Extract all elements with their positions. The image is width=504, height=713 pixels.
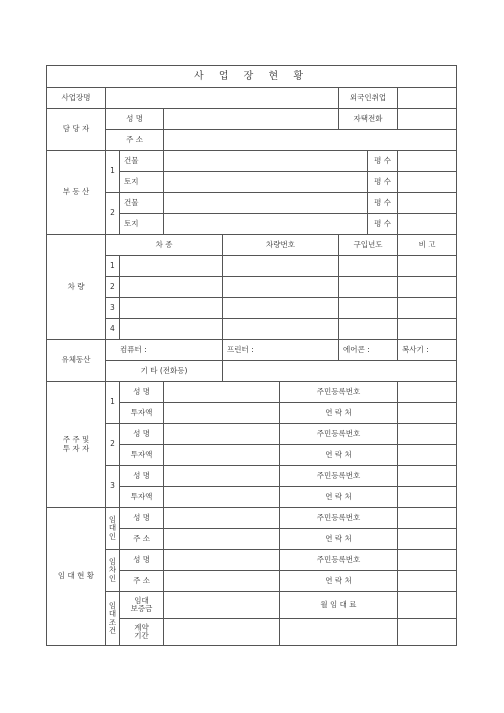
lessor-name-field[interactable]	[164, 508, 280, 529]
computer-field[interactable]: 컴퓨터 :	[106, 340, 223, 361]
pyeong-field[interactable]	[398, 193, 457, 214]
building-label: 건물	[120, 193, 164, 214]
form-title: 사 업 장 현 황	[47, 66, 457, 88]
lessee-address-field[interactable]	[164, 571, 280, 592]
vehicle-plate-field[interactable]	[223, 277, 339, 298]
vehicle-note-field[interactable]	[398, 277, 457, 298]
deposit-field[interactable]	[164, 592, 280, 619]
contract-period-field[interactable]	[164, 619, 280, 646]
lessee-address-label: 주 소	[120, 571, 164, 592]
movables-label: 유체동산	[47, 340, 106, 382]
shareholder-name-field[interactable]	[164, 466, 280, 487]
shareholder-no: 3	[106, 466, 120, 508]
lessee-contact-label: 연 락 처	[280, 571, 398, 592]
manager-address-field[interactable]	[164, 130, 457, 151]
foreign-employment-label: 외국인취업	[339, 88, 398, 109]
contact-label: 연 락 처	[280, 445, 398, 466]
shareholder-name-label: 성 명	[120, 382, 164, 403]
contract-period-extra-field[interactable]	[280, 619, 398, 646]
vehicle-note-field[interactable]	[398, 298, 457, 319]
lessee-name-field[interactable]	[164, 550, 280, 571]
pyeong-label: 평 수	[368, 193, 398, 214]
lessee-label: 임차인	[106, 550, 120, 592]
lessor-address-label: 주 소	[120, 529, 164, 550]
contact-label: 연 락 처	[280, 403, 398, 424]
investment-label: 투자액	[120, 403, 164, 424]
vehicle-year-header: 구입년도	[339, 235, 398, 256]
lessor-contact-field[interactable]	[398, 529, 457, 550]
lessor-label: 임대인	[106, 508, 120, 550]
vehicle-plate-field[interactable]	[223, 256, 339, 277]
resident-number-label: 주민등록번호	[280, 382, 398, 403]
lease-label: 임 대 현 황	[47, 508, 106, 646]
deposit-label-line1: 임대	[134, 595, 149, 605]
vehicle-plate-header: 차량번호	[223, 235, 339, 256]
shareholders-label	[47, 382, 106, 508]
vehicle-type-header: 차 종	[106, 235, 223, 256]
building-field[interactable]	[164, 193, 368, 214]
vehicle-row-no: 3	[106, 298, 120, 319]
vehicle-plate-field[interactable]	[223, 319, 339, 340]
shareholder-name-field[interactable]	[164, 382, 280, 403]
resident-number-label: 주민등록번호	[280, 466, 398, 487]
lessee-name-label: 성 명	[120, 550, 164, 571]
other-label: 기 타 (전화등)	[106, 361, 223, 382]
vehicle-row-no: 1	[106, 256, 120, 277]
investment-field[interactable]	[164, 403, 280, 424]
pyeong-field[interactable]	[398, 172, 457, 193]
deposit-label	[120, 592, 164, 619]
pyeong-label: 평 수	[368, 214, 398, 235]
business-status-form	[46, 65, 457, 646]
resident-number-label: 주민등록번호	[280, 424, 398, 445]
vehicle-row-no: 2	[106, 277, 120, 298]
investment-label: 투자액	[120, 487, 164, 508]
home-phone-label: 자택전화	[339, 109, 398, 130]
land-label: 토지	[120, 172, 164, 193]
monthly-rent-label: 월 임 대 료	[280, 592, 398, 619]
vehicle-type-field[interactable]	[120, 256, 223, 277]
manager-name-label: 성 명	[106, 109, 164, 130]
manager-label: 담 당 자	[47, 109, 106, 151]
lessor-name-label: 성 명	[120, 508, 164, 529]
real-estate-label: 부 동 산	[47, 151, 106, 235]
contract-period-extra-field-2[interactable]	[398, 619, 457, 646]
resident-number-field[interactable]	[398, 424, 457, 445]
manager-address-label: 주 소	[106, 130, 164, 151]
lessor-resident-field[interactable]	[398, 508, 457, 529]
contract-period-line1: 계약	[134, 622, 149, 632]
lessor-address-field[interactable]	[164, 529, 280, 550]
business-name-label: 사업장명	[47, 88, 106, 109]
lessee-resident-label: 주민등록번호	[280, 550, 398, 571]
contact-field[interactable]	[398, 403, 457, 424]
land-label: 토지	[120, 214, 164, 235]
real-estate-no: 2	[106, 193, 120, 235]
business-name-field[interactable]	[106, 88, 339, 109]
shareholder-name-field[interactable]	[164, 424, 280, 445]
building-field[interactable]	[164, 151, 368, 172]
vehicle-year-field[interactable]	[339, 256, 398, 277]
lease-terms-label: 임대조건	[106, 592, 120, 646]
vehicle-year-field[interactable]	[339, 277, 398, 298]
home-phone-field[interactable]	[398, 109, 457, 130]
contact-field[interactable]	[398, 445, 457, 466]
deposit-label-line2: 보증금	[130, 604, 153, 613]
vehicle-plate-field[interactable]	[223, 298, 339, 319]
foreign-employment-field[interactable]	[398, 88, 457, 109]
land-field[interactable]	[164, 172, 368, 193]
pyeong-label: 평 수	[368, 151, 398, 172]
building-label: 건물	[120, 151, 164, 172]
shareholder-no: 2	[106, 424, 120, 466]
shareholder-name-label: 성 명	[120, 424, 164, 445]
pyeong-label: 평 수	[368, 172, 398, 193]
resident-number-field[interactable]	[398, 466, 457, 487]
vehicle-note-field[interactable]	[398, 256, 457, 277]
investment-field[interactable]	[164, 487, 280, 508]
contract-period-line2: 기간	[134, 631, 149, 640]
manager-name-field[interactable]	[164, 109, 339, 130]
investment-label: 투자액	[120, 445, 164, 466]
lessor-resident-label: 주민등록번호	[280, 508, 398, 529]
lessee-resident-field[interactable]	[398, 550, 457, 571]
contact-field[interactable]	[398, 487, 457, 508]
vehicle-row-no: 4	[106, 319, 120, 340]
shareholder-name-label: 성 명	[120, 466, 164, 487]
pyeong-field[interactable]	[398, 214, 457, 235]
investment-field[interactable]	[164, 445, 280, 466]
vehicle-type-field[interactable]	[120, 319, 223, 340]
lessee-contact-field[interactable]	[398, 571, 457, 592]
shareholders-label-line1: 주 주 및	[62, 435, 90, 445]
printer-field[interactable]: 프린터 :	[223, 340, 339, 361]
contact-label: 연 락 처	[280, 487, 398, 508]
vehicle-year-field[interactable]	[339, 319, 398, 340]
vehicles-label: 차 량	[47, 235, 106, 340]
contract-period-label	[120, 619, 164, 646]
vehicle-year-field[interactable]	[339, 298, 398, 319]
lessor-contact-label: 연 락 처	[280, 529, 398, 550]
shareholder-no: 1	[106, 382, 120, 424]
copier-field[interactable]: 복사기 :	[398, 340, 457, 361]
aircon-field[interactable]: 에어콘 :	[339, 340, 398, 361]
vehicle-note-header: 비 고	[398, 235, 457, 256]
resident-number-field[interactable]	[398, 382, 457, 403]
vehicle-note-field[interactable]	[398, 319, 457, 340]
vehicle-type-field[interactable]	[120, 277, 223, 298]
land-field[interactable]	[164, 214, 368, 235]
real-estate-no: 1	[106, 151, 120, 193]
vehicle-type-field[interactable]	[120, 298, 223, 319]
pyeong-field[interactable]	[398, 151, 457, 172]
monthly-rent-field[interactable]	[398, 592, 457, 619]
shareholders-label-line2: 투 자 자	[62, 443, 90, 453]
other-field[interactable]	[223, 361, 457, 382]
